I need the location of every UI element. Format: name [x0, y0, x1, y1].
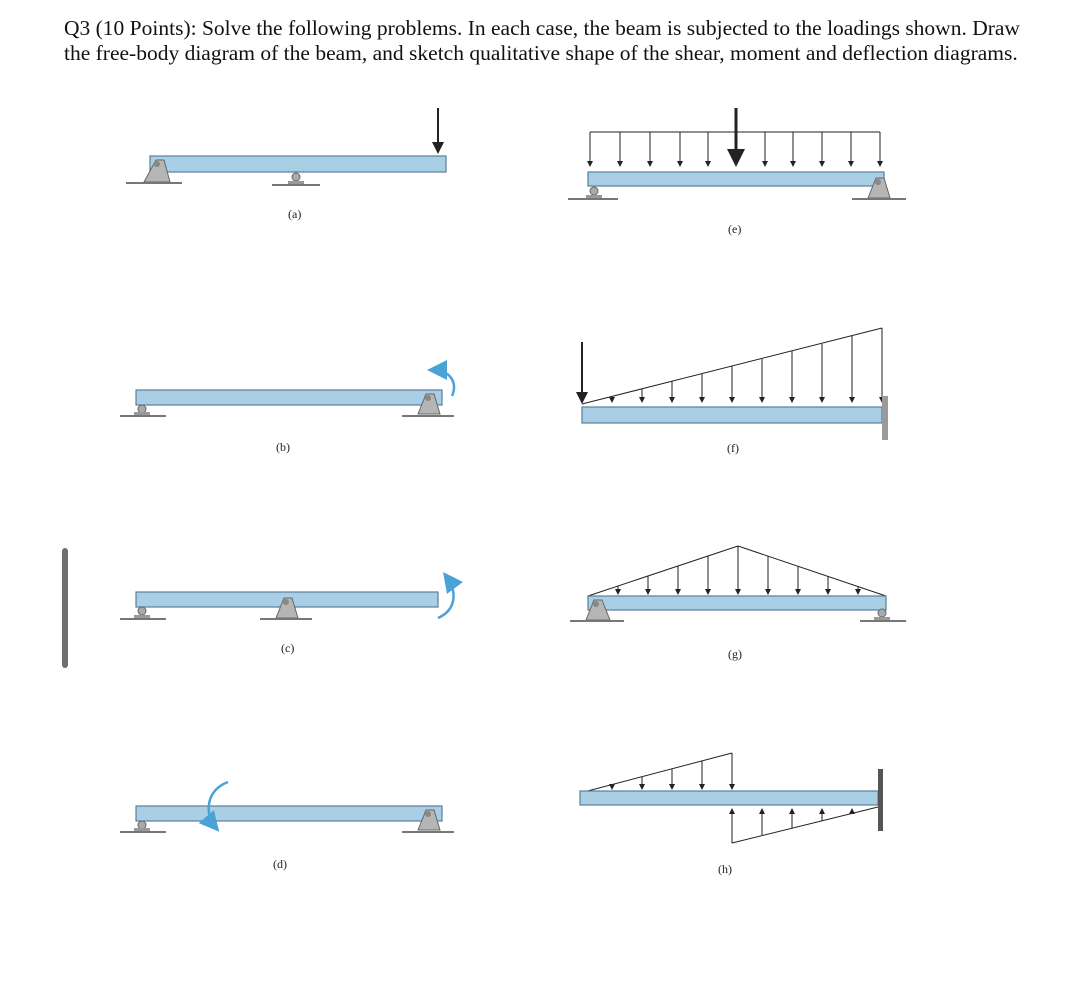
roller-support — [120, 607, 166, 619]
question-text: Q3 (10 Points): Solve the following problems. In each case, the beam is subjected to the loadings shown. Draw the free-body diagram of the beam, and sketch qualitative shape of the shear, moment and deflection diagrams. — [64, 16, 1020, 65]
lower-triangular-load — [732, 807, 878, 843]
caption-f: (f) — [727, 441, 739, 455]
triangular-distributed-load — [588, 546, 886, 596]
scrollbar[interactable] — [62, 548, 68, 668]
caption-a: (a) — [288, 207, 302, 221]
roller-support — [568, 187, 618, 199]
roller-support — [120, 405, 166, 416]
fixed-wall — [882, 396, 888, 440]
beam — [136, 806, 442, 821]
figure-h — [560, 745, 920, 855]
caption-b: (b) — [276, 440, 290, 454]
figure-d — [110, 770, 470, 850]
figure-b — [110, 350, 470, 450]
caption-d: (d) — [273, 857, 287, 871]
figure-e — [560, 100, 920, 230]
figure-g — [560, 540, 920, 640]
upper-triangular-load — [580, 753, 732, 793]
fixed-wall — [878, 769, 883, 831]
beam — [150, 156, 446, 172]
beam — [582, 407, 882, 423]
caption-h: (h) — [718, 862, 732, 876]
caption-c: (c) — [281, 641, 295, 655]
beam — [136, 390, 442, 405]
figure-c — [110, 560, 470, 640]
caption-g: (g) — [728, 647, 742, 661]
beam — [580, 791, 878, 805]
beam — [588, 596, 886, 610]
roller-support — [860, 609, 906, 621]
caption-e: (e) — [728, 222, 742, 236]
couple-moment-arrow — [438, 576, 454, 618]
triangular-distributed-load — [582, 328, 882, 404]
beam — [588, 172, 884, 186]
roller-support — [272, 173, 320, 185]
figure-f — [560, 320, 920, 450]
roller-support — [120, 821, 166, 832]
